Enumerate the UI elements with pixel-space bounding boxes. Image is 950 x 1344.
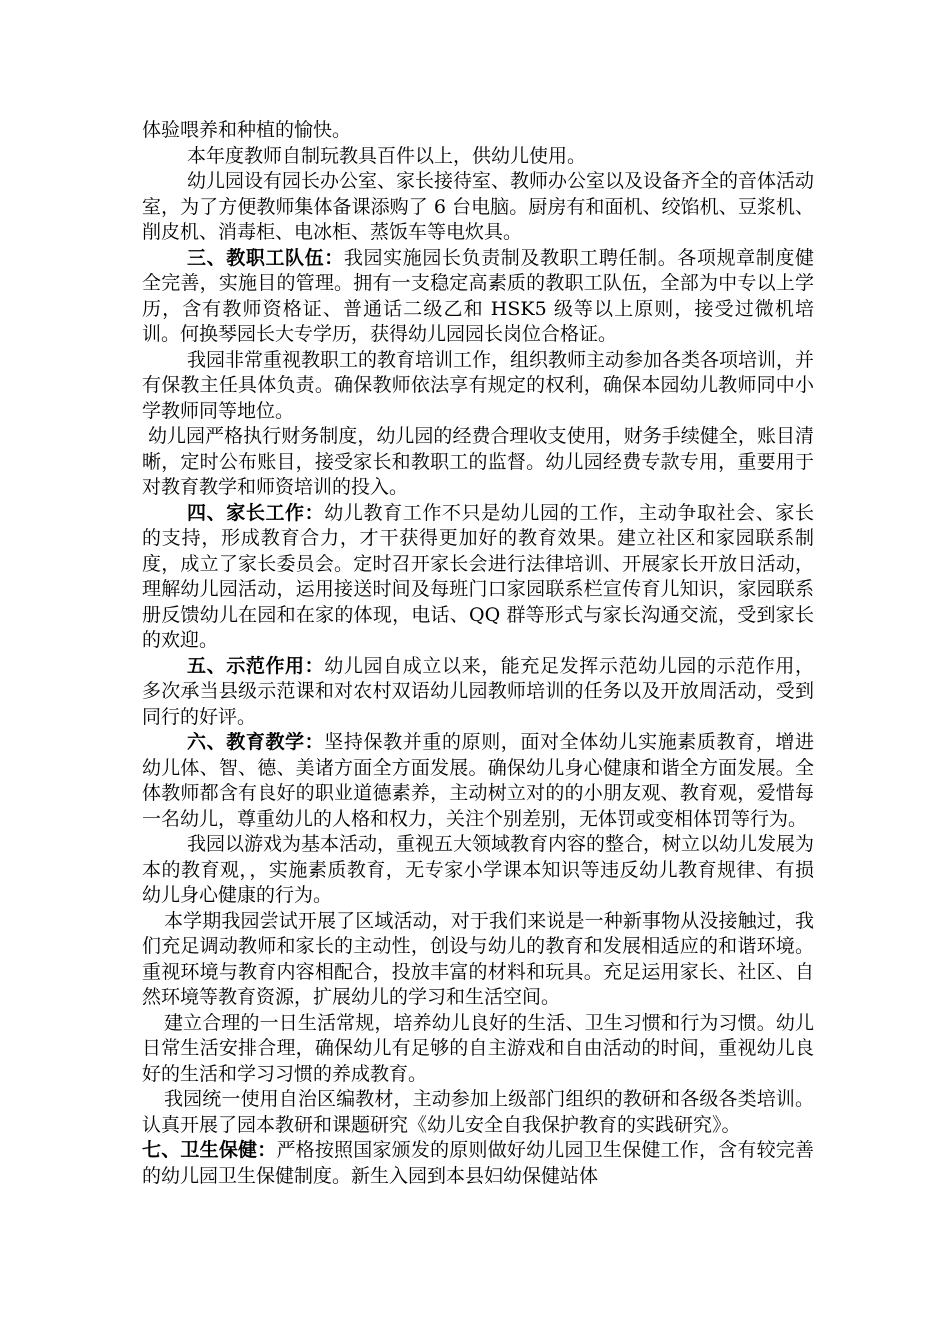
paragraph-text: 我园统一使用自治区编教材，主动参加上级部门组织的教研和各级各类培训。认真开展了园本教研和课题研究《幼儿安全自我保护教育的实践研究》。 bbox=[142, 1088, 814, 1136]
paragraph-heading: 四、家长工作： bbox=[187, 501, 325, 524]
paragraph-text: 幼儿园严格执行财务制度，幼儿园的经费合理收支使用，财务手续健全，账目清晰，定时公布账目，接受家长和教职工的监督。幼儿园经费专款专用，重要用于对教育教学和师资培训的投入。 bbox=[142, 425, 814, 498]
paragraph-text: 体验喂养和种植的愉快。 bbox=[142, 119, 352, 141]
paragraph bbox=[142, 1011, 814, 1088]
paragraph bbox=[142, 832, 814, 909]
paragraph-text: 我园实施园长负责制及教职工聘任制。各项规章制度健全完善，实施目的管理。拥有一支稳定高素质的教职工队伍，全部为中专以上学历，含有教师资格证、普通话二级乙和 HSK5 级等以上原则，接受过微机培训。何换琴园长大专学历，获得幼儿园园长岗位合格证。 bbox=[142, 246, 814, 345]
paragraph bbox=[142, 909, 814, 1011]
paragraph-heading: 三、教职工队伍： bbox=[187, 246, 344, 269]
paragraph bbox=[142, 654, 814, 731]
paragraph bbox=[142, 1087, 814, 1138]
document-page bbox=[142, 118, 814, 1189]
paragraph bbox=[142, 348, 814, 425]
paragraph-text: 本年度教师自制玩教具百件以上，供幼儿使用。 bbox=[187, 144, 587, 167]
paragraph-text: 幼儿园自成立以来，能充足发挥示范幼儿园的示范作用，多次承当县级示范课和对农村双语幼儿园教师培训的任务以及开放周活动，受到同行的好评。 bbox=[142, 654, 814, 728]
paragraph bbox=[142, 730, 814, 832]
paragraph-text: 坚持保教并重的原则，面对全体幼儿实施素质教育，增进幼儿体、智、德、美诸方面全方面发展。确保幼儿身心健康和谐全方面发展。全体教师都含有良好的职业道德素养，主动树立对的的小朋友观、教育观，爱惜每一名幼儿，尊重幼儿的人格和权力，关注个别差别，无体罚或变相体罚等行为。 bbox=[142, 731, 814, 830]
paragraph-heading: 七、卫生保健： bbox=[142, 1139, 277, 1161]
paragraph-text: 我园以游戏为基本活动，重视五大领域教育内容的整合，树立以幼儿发展为本的教育观，，实施素质教育，无专家小学课本知识等违反幼儿教育规律、有损幼儿身心健康的行为。 bbox=[142, 833, 815, 906]
paragraph bbox=[142, 169, 814, 246]
paragraph-text: 本学期我园尝试开展了区域活动，对于我们来说是一种新事物从没接触过，我们充足调动教师和家长的主动性，创设与幼儿的教育和发展相适应的和谐环境。重视环境与教育内容相配合，投放丰富的材料和玩具。充足运用家长、社区、自然环境等教育资源，扩展幼儿的学习和生活空间。 bbox=[142, 909, 814, 1008]
paragraph bbox=[142, 501, 814, 654]
paragraph bbox=[142, 424, 814, 501]
paragraph-text: 我园非常重视教职工的教育培训工作，组织教师主动参加各类各项培训，并有保教主任具体负责。确保教师依法享有规定的权利，确保本园幼儿教师同中小学教师同等地位。 bbox=[142, 348, 815, 422]
paragraph-heading: 五、示范作用： bbox=[187, 654, 325, 677]
paragraph bbox=[142, 246, 814, 348]
paragraph bbox=[142, 1138, 814, 1189]
paragraph-text: 幼儿园设有园长办公室、家长接待室、教师办公室以及设备齐全的音体活动室，为了方便教师集体备课添购了 6 台电脑。厨房有和面机、绞馅机、豆浆机、削皮机、消毒柜、电冰柜、蒸饭车等电炊具。 bbox=[142, 170, 815, 243]
paragraph-text: 建立合理的一日生活常规，培养幼儿良好的生活、卫生习惯和行为习惯。幼儿日常生活安排合理，确保幼儿有足够的自主游戏和自由活动的时间，重视幼儿良好的生活和学习习惯的养成教育。 bbox=[142, 1011, 814, 1085]
paragraph bbox=[142, 144, 814, 170]
paragraph-text: 严格按照国家颁发的原则做好幼儿园卫生保健工作，含有较完善的幼儿园卫生保健制度。新生入园到本县妇幼保健站体 bbox=[142, 1139, 814, 1187]
paragraph-heading: 六、教育教学： bbox=[187, 731, 325, 753]
paragraph-text: 幼儿教育工作不只是幼儿园的工作，主动争取社会、家长的支持，形成教育合力，才干获得更加好的教育效果。建立社区和家园联系制度，成立了家长委员会。定时召开家长会进行法律培训、开展家长开放日活动，理解幼儿园活动，运用接送时间及每班门口家园联系栏宣传育儿知识，家园联系册反馈幼儿在园和在家的体现，电话、QQ 群等形式与家长沟通交流，受到家长的欢迎。 bbox=[142, 501, 814, 651]
paragraph bbox=[142, 118, 814, 144]
